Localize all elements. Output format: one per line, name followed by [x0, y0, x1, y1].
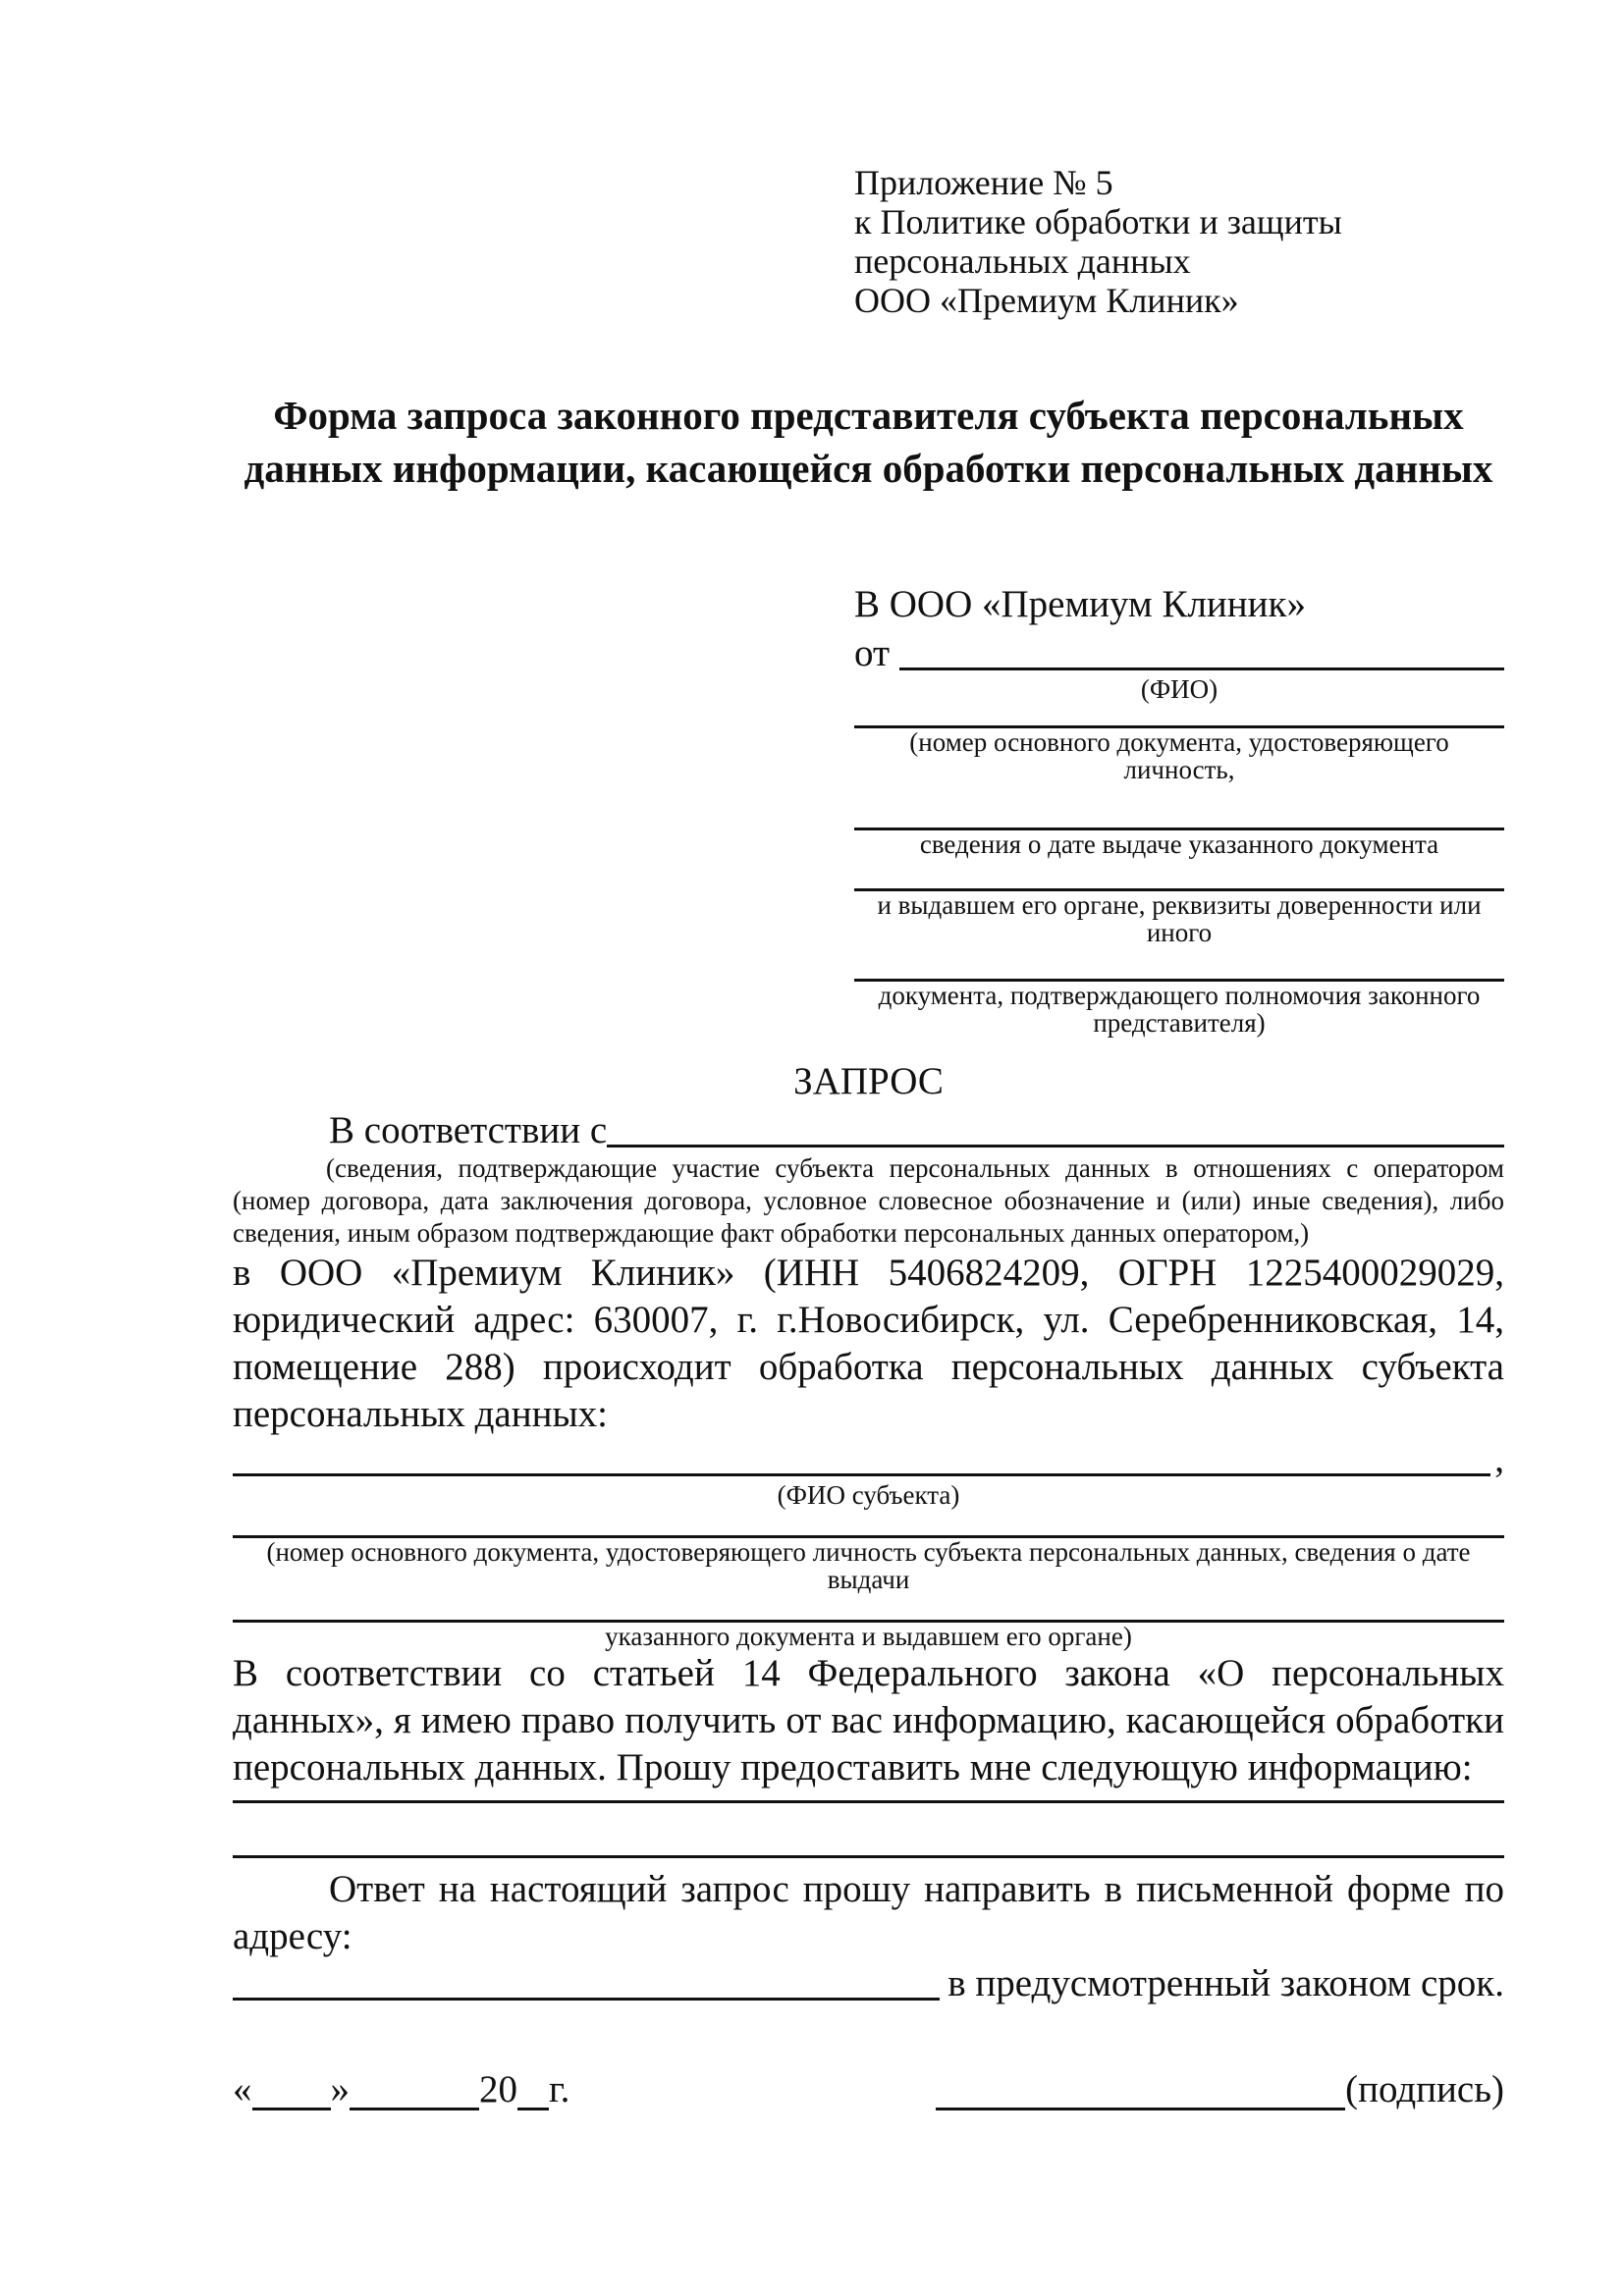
from-label: от — [854, 632, 891, 674]
subject-doc-blank-line — [233, 1509, 1504, 1538]
addressee-block — [854, 581, 1504, 1037]
subject-fio-blank-line — [233, 1455, 1490, 1476]
answer-blank-line — [233, 1791, 1504, 1803]
date-month-blank-line — [350, 2098, 479, 2110]
answer-tail: в предусмотренный законом срок. — [947, 1962, 1504, 2004]
fio-blank-line — [899, 667, 1504, 670]
intro-caption: (сведения, подтверждающие участие субъекта персональных данных в отношениях с оператором (номер договора, дата заключения договора, условное словесное обозначение и (или) иные сведения), либо сведения, иным образом подтверждающие факт обработки персональных данных оператором,) — [233, 1153, 1504, 1248]
document-content — [233, 163, 1504, 2113]
appendix-line: к Политике обработки и защиты — [854, 202, 1342, 241]
representative-doc-caption: (номер основного документа, удостоверяющего личность, — [909, 727, 1449, 784]
date-quote-close: » — [330, 2068, 350, 2110]
answer-blank-line — [233, 1803, 1504, 1858]
appendix-block — [854, 163, 1504, 320]
signature-caption: (подпись) — [1345, 2068, 1504, 2110]
representative-doc-blank-line — [854, 946, 1504, 982]
date-quote-open: « — [233, 2068, 252, 2110]
footer-row — [233, 2066, 1504, 2113]
date-day-blank-line — [252, 2098, 331, 2110]
answer-address-row — [233, 1960, 1504, 2005]
intro-blank-line — [607, 1145, 1504, 1148]
representative-doc-blank-line — [854, 783, 1504, 830]
operator-paragraph: в ООО «Премиум Клиник» (ИНН 5406824209, ОГРН 1225400029029, юридический адрес: 630007, г. г.Новосибирск, ул. Серебренниковская, 14, помещение 288) происходит обработка персональных данных субъекта персональных данных: — [233, 1252, 1504, 1435]
addressee-to: В ООО «Премиум Клиник» — [854, 583, 1306, 625]
law-paragraph: В соответствии со статьей 14 Федерального закона «О персональных данных», я имею право получить от вас информацию, касающейся обработки персональных данных. Прошу предоставить мне следующую информацию: — [233, 1652, 1504, 1789]
subject-doc-caption: (номер основного документа, удостоверяющего личность субъекта персональных данных, сведения о дате выдачи — [266, 1537, 1471, 1594]
representative-doc-caption: документа, подтверждающего полномочия законного представителя) — [878, 981, 1481, 1038]
appendix-line: Приложение № 5 — [854, 163, 1113, 202]
fio-caption: (ФИО) — [1140, 674, 1218, 704]
date-year-prefix: 20 — [479, 2068, 517, 2110]
representative-doc-blank-line — [854, 703, 1504, 728]
representative-doc-blank-line — [854, 858, 1504, 891]
intro-label: В соответствии с — [329, 1109, 608, 1151]
subject-fio-caption: (ФИО субъекта) — [777, 1480, 960, 1510]
intro-row — [233, 1105, 1504, 1152]
signature-blank-line — [936, 2098, 1345, 2110]
subject-trailing-comma: , — [1494, 1438, 1504, 1480]
subject-doc-blank-line — [233, 1593, 1504, 1623]
request-heading: ЗАПРОС — [793, 1060, 944, 1102]
document-title: Форма запроса законного представителя субъекта персональных данных информации, касающейся обработки персональных данных — [244, 393, 1493, 491]
date-field — [233, 2066, 569, 2113]
answer-address-blank-line — [233, 1998, 940, 2001]
representative-doc-caption: и выдавшем его органе, реквизиты доверенности или иного — [877, 890, 1482, 947]
date-year-blank-line — [517, 2098, 549, 2110]
date-year-suffix: г. — [549, 2068, 570, 2110]
subject-doc-caption: указанного документа и выдавшем его органе) — [605, 1622, 1132, 1651]
appendix-line: ООО «Премиум Клиник» — [854, 281, 1239, 320]
subject-fio-row — [233, 1438, 1504, 1481]
from-row — [854, 628, 1504, 675]
representative-doc-caption: сведения о дате выдаче указанного документа — [919, 829, 1439, 859]
answer-paragraph: Ответ на настоящий запрос прошу направить в письменной форме по адресу: — [233, 1868, 1504, 1957]
appendix-line: персональных данных — [854, 241, 1191, 281]
signature-field — [936, 2066, 1504, 2113]
